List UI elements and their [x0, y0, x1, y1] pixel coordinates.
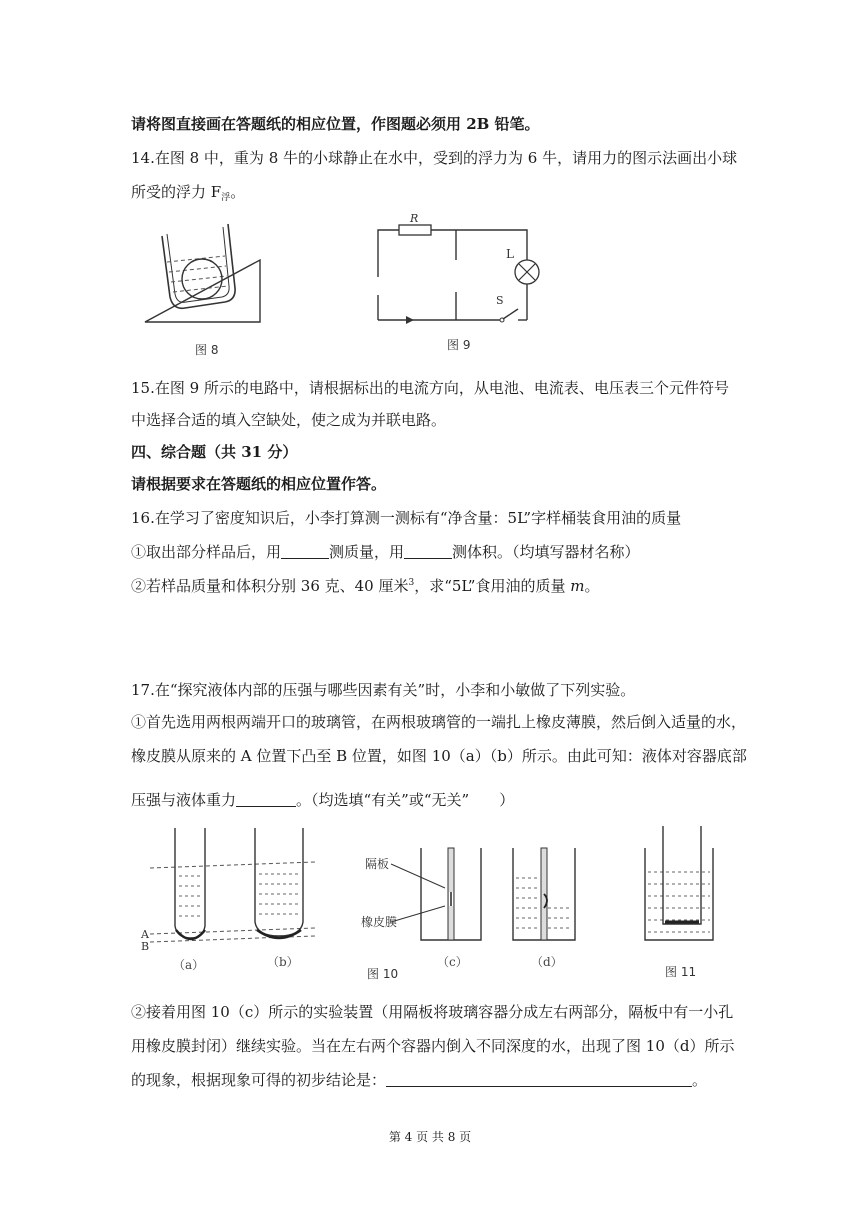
answer-blank-volume-tool[interactable]	[404, 544, 452, 559]
membrane-b	[257, 930, 301, 938]
section-4-instruction: 请根据要求在答题纸的相应位置作答。	[131, 475, 387, 493]
resistor-r-label: R	[410, 212, 419, 225]
q17-part1-line2: 橡皮膜从原来的 A 位置下凸至 B 位置，如图 10（a）（b）所示。由此可知：液体对容器底部	[131, 747, 747, 765]
figure-11-container	[645, 848, 713, 940]
figure-8-caption: 图 8	[195, 343, 219, 357]
membrane-label: 橡皮膜	[361, 915, 398, 929]
resistor-r	[399, 225, 431, 235]
q14-line2: 所受的浮力 $F_浮$。	[131, 183, 246, 203]
q15-line2: 中选择合适的填入空缺处，使之成为并联电路。	[131, 411, 447, 429]
q14-line1: 14.在图 8 中，重为 8 牛的小球静止在水中，受到的浮力为 6 牛，请用力的图示法画出小球	[131, 149, 738, 167]
water-line	[171, 276, 227, 282]
section-4-title: 四、综合题（共 31 分）	[131, 443, 298, 461]
q17-part2-line1: ②接着用图 10（c）所示的实验装置（用隔板将玻璃容器分成左右两部分，隔板中有一小孔	[131, 1003, 734, 1021]
q16-part2: ②若样品质量和体积分别 36 克、40 厘米$^3$，求“5L”食用油的质量 m。	[131, 577, 600, 595]
beaker-inner-wall	[167, 227, 229, 302]
tube-b	[255, 828, 303, 936]
water-surface	[167, 256, 225, 262]
wire-top-right	[456, 230, 527, 260]
q17-part2-line3: 的现象，根据现象可得的初步结论是： 。	[131, 1071, 708, 1089]
page-footer: 第 4 页 共 8 页	[388, 1130, 472, 1144]
position-a-label: A	[141, 928, 149, 941]
figure-8	[140, 222, 270, 362]
figure-10-caption: 图 10	[367, 967, 399, 981]
partition-label: 隔板	[365, 857, 390, 871]
figure-9-caption: 图 9	[447, 338, 471, 352]
instruction-draw: 请将图直接画在答题纸的相应位置，作图题必须用 2B 铅笔。	[131, 115, 540, 133]
q17-part1-line1: ①首先选用两根两端开口的玻璃管，在两根玻璃管的一端扎上橡皮薄膜，然后倒入适量的水，	[131, 713, 747, 731]
q16-part1: ①取出部分样品后，用 测质量，用 测体积。（均填写器材名称）	[131, 543, 640, 561]
lamp-l-label: L	[506, 247, 514, 261]
sub-label-c: （c）	[437, 955, 468, 969]
incline-ramp	[145, 260, 260, 322]
q16-line1: 16.在学习了密度知识后，小李打算测一测标有“净含量：5L”字样桶装食用油的质量	[131, 509, 682, 527]
sub-label-d: （d）	[531, 955, 563, 969]
figure-11-caption: 图 11	[665, 965, 697, 979]
answer-blank-mass-tool[interactable]	[281, 544, 329, 559]
wire-top-left	[378, 230, 427, 277]
sub-label-b: （b）	[267, 955, 299, 969]
partition-leader	[391, 864, 445, 888]
q17-part2-line2: 用橡皮膜封闭）继续实验。当在左右两个容器内倒入不同深度的水，出现了图 10（d）所示	[131, 1037, 735, 1055]
switch-s	[503, 309, 518, 319]
membrane-leader	[391, 906, 445, 922]
figure-11-tube	[663, 826, 701, 924]
figure-10-11	[135, 826, 730, 986]
answer-blank-gravity[interactable]	[236, 792, 296, 807]
sub-label-a: （a）	[173, 958, 205, 972]
answer-blank-conclusion[interactable]	[386, 1072, 692, 1087]
figure-9	[372, 212, 542, 357]
position-b-label: B	[141, 940, 150, 953]
switch-s-label: S	[496, 294, 504, 307]
tube-a	[175, 828, 205, 938]
q17-line1: 17.在“探究液体内部的压强与哪些因素有关”时，小李和小敏做了下列实验。	[131, 681, 636, 699]
position-a-line	[150, 928, 315, 934]
q17-part1-line3: 压强与液体重力 。（均选填“有关”或“无关” ）	[131, 791, 515, 809]
current-direction-arrow	[406, 316, 414, 324]
q15-line1: 15.在图 9 所示的电路中，请根据标出的电流方向，从电池、电流表、电压表三个元件符号	[131, 379, 729, 397]
